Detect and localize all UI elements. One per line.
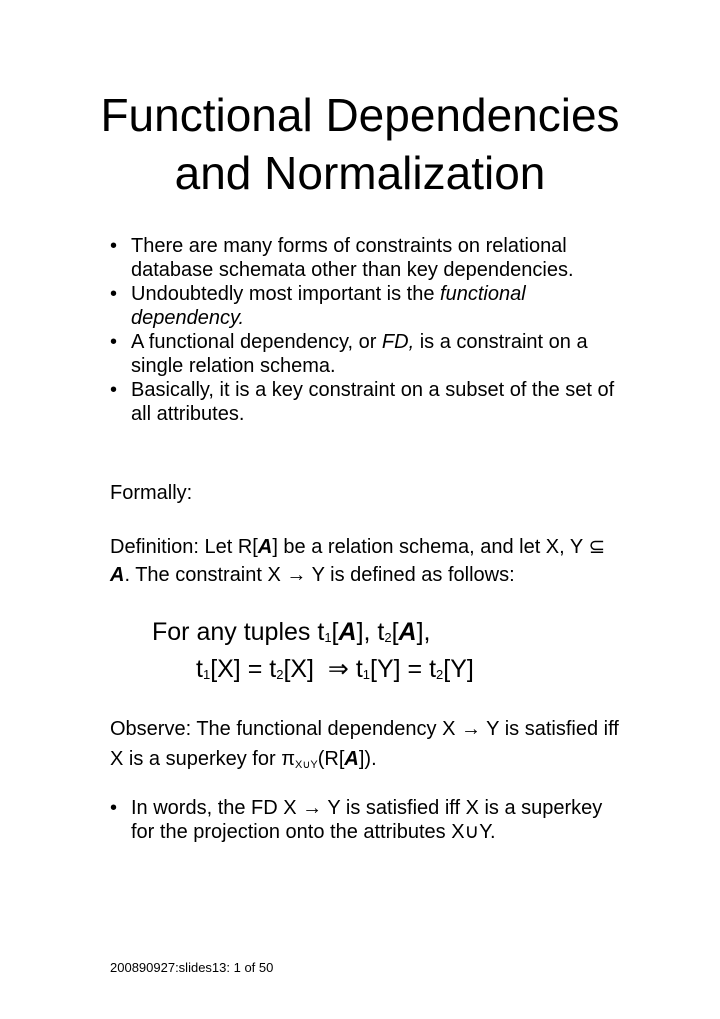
definition-paragraph	[110, 533, 630, 589]
bullet-list-words	[110, 796, 630, 844]
formally-label: Formally:	[110, 482, 193, 504]
formula-text: [Y] = t	[370, 655, 437, 683]
bullet-text: In words, the FD X	[131, 797, 303, 819]
bullet-dot: •	[110, 235, 118, 257]
observe-text: (R[	[317, 748, 345, 770]
formula-line-2	[196, 654, 474, 684]
formula-text: t	[355, 655, 363, 683]
formula-text: [X] = t	[210, 655, 277, 683]
subscript: 2	[276, 667, 284, 682]
formula-text: ], t	[356, 618, 385, 646]
bullet-dot: •	[110, 331, 118, 353]
bullet-dot: •	[110, 379, 118, 401]
definition-text: Definition: Let R[	[110, 536, 258, 558]
bullet-text-end: is a constraint on a single relation schema.	[131, 331, 588, 377]
formula-text: For any tuples t	[152, 618, 325, 646]
formula-line-1: For any tuples $t_1[A]$, $t_2[A]$,	[152, 618, 431, 646]
bullet-text: Basically, it is a key constraint on a subset of the set of all attributes.	[131, 379, 615, 425]
arrow-symbol: →	[286, 564, 307, 586]
bullet-dot: •	[110, 797, 118, 819]
bullet-text: A functional dependency, or	[131, 331, 382, 353]
projection-subscript: X∪Y	[295, 759, 318, 771]
bullet-item	[110, 796, 630, 844]
subscript: 1	[324, 630, 332, 645]
subscript: 2	[384, 630, 392, 645]
attribute-set-A: A	[344, 748, 359, 770]
bullet-item	[110, 378, 630, 426]
subscript: 1	[202, 667, 211, 682]
bullet-text: Undoubtedly most important is the	[131, 283, 441, 305]
formula-text: ],	[416, 618, 431, 646]
arrow-symbol: →	[460, 718, 481, 740]
formula-text: [X]	[283, 655, 315, 683]
definition-text: Y is defined as follows:	[306, 564, 515, 586]
bullet-dot: •	[110, 283, 118, 305]
title-line-1: Functional Dependencies	[100, 89, 620, 141]
bullet-text: Y.	[479, 821, 496, 843]
page-footer: 200890927:slides13: 1 of 50	[110, 960, 274, 975]
subscript: 1	[362, 667, 371, 682]
title-line-2: and Normalization	[174, 147, 546, 199]
bullet-text: There are many forms of constraints on relational database schemata other than key dependencies.	[131, 235, 574, 281]
arrow-symbol: →	[302, 797, 323, 819]
definition-text: . The constraint X	[124, 564, 287, 586]
page-title	[0, 86, 720, 202]
formula-text: t	[196, 655, 203, 683]
union-symbol: ∪	[464, 821, 480, 843]
pi-symbol: π	[281, 748, 295, 770]
bullet-emphasis: functional dependency.	[131, 283, 526, 329]
formula-text: [Y]	[443, 655, 474, 683]
bullet-item	[110, 330, 630, 378]
bullet-emphasis: FD,	[381, 331, 415, 353]
observe-text: ]).	[358, 748, 377, 770]
observe-text: Y is satisfied iff X is a superkey for	[110, 718, 619, 770]
observe-paragraph	[110, 714, 630, 774]
observe-text: Observe: The functional dependency X	[110, 718, 461, 740]
bullet-text: Y is satisfied iff X is a superkey for the projection onto the attributes X	[131, 797, 603, 843]
implies-symbol: ⇒	[327, 655, 349, 683]
subseteq-symbol: ⊆	[588, 536, 606, 558]
attribute-set-A: A	[398, 618, 417, 646]
subscript: 2	[436, 667, 444, 682]
attribute-set-A: A	[257, 536, 273, 558]
bullet-item	[110, 234, 630, 282]
bullet-item	[110, 282, 630, 330]
attribute-set-A: A	[338, 618, 357, 646]
attribute-set-A: A	[110, 564, 125, 586]
definition-text: ] be a relation schema, and let X, Y	[272, 536, 589, 558]
bullet-list-intro	[110, 234, 630, 426]
